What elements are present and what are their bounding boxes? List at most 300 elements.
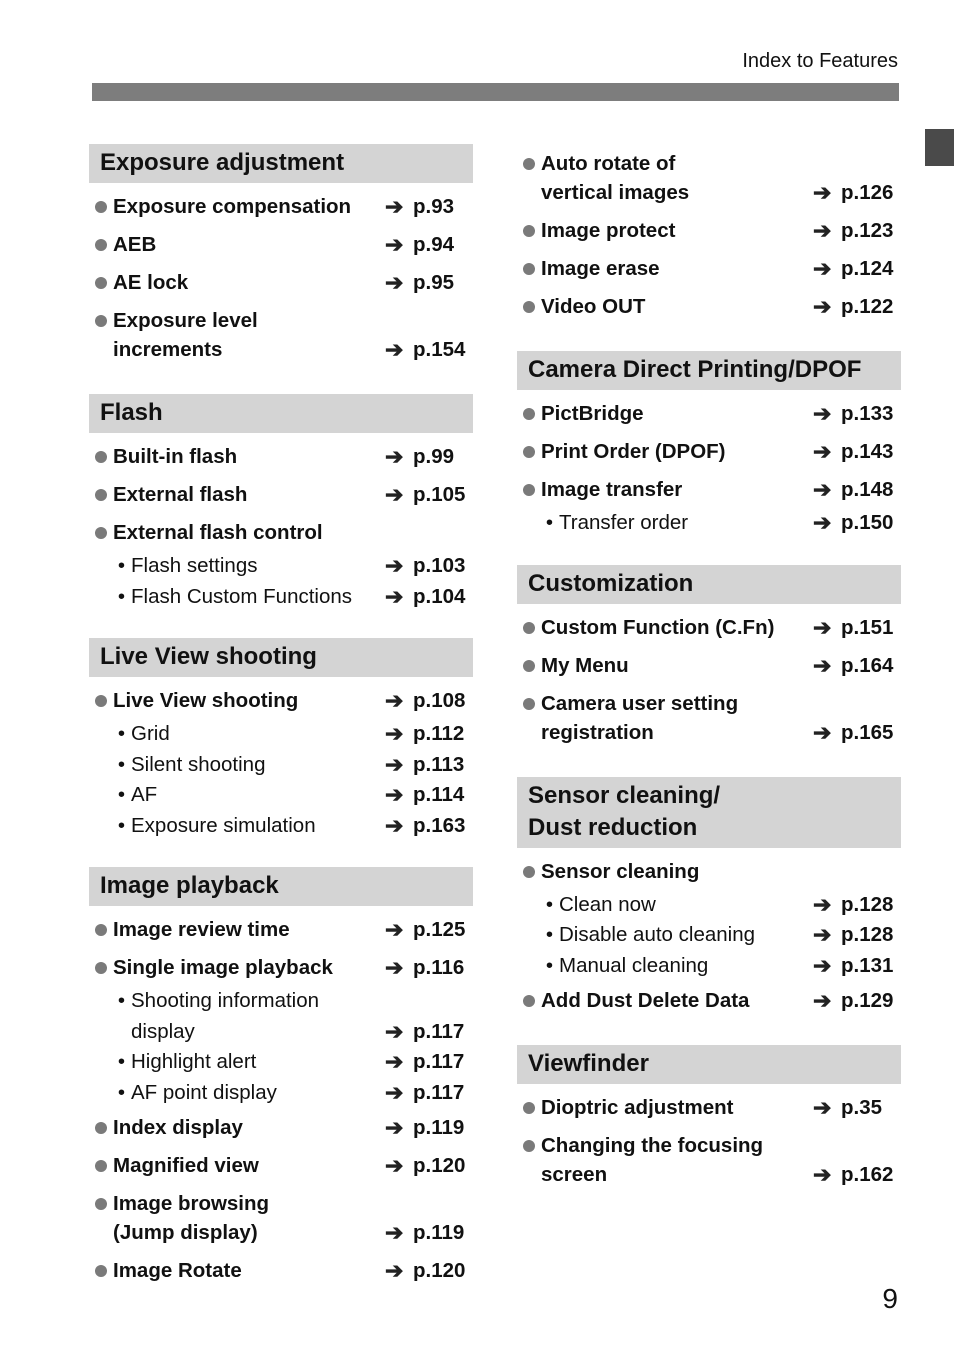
page-reference — [385, 1017, 473, 1048]
page-reference — [813, 920, 901, 951]
index-entry — [89, 475, 473, 513]
arrow-right-icon: ➔ — [385, 812, 404, 838]
index-entry — [517, 432, 901, 470]
bullet-icon: • — [545, 923, 553, 946]
page-reference — [385, 811, 473, 842]
entry-label: Highlight alert — [131, 1050, 257, 1073]
index-section-continued — [517, 144, 901, 325]
page-reference — [385, 230, 473, 259]
entry-marker — [89, 518, 113, 539]
index-entry — [517, 211, 901, 249]
index-subentry — [89, 780, 473, 811]
page-ref-number: p.108 — [413, 689, 466, 712]
entry-label: AF — [131, 783, 158, 806]
entry-label: External flash — [113, 483, 248, 506]
page-ref-number: p.117 — [413, 1019, 465, 1043]
index-section-flash — [89, 394, 473, 612]
entry-label: Exposure simulation — [131, 813, 316, 837]
bullet-dot-icon — [523, 622, 535, 634]
arrow-right-icon: ➔ — [813, 510, 832, 535]
arrow-right-icon: ➔ — [813, 891, 832, 917]
entry-marker — [89, 686, 113, 707]
page-reference — [385, 268, 473, 297]
entry-marker — [517, 651, 541, 672]
section-heading: Live View shooting — [89, 638, 473, 677]
index-subentry — [89, 1047, 473, 1078]
entry-marker — [89, 1189, 113, 1210]
arrow-right-icon: ➔ — [813, 294, 832, 319]
page-reference — [813, 951, 901, 982]
page-ref-number: p.93 — [413, 195, 455, 218]
index-entry — [89, 681, 473, 719]
page-ref-number: p.95 — [413, 271, 455, 294]
page-ref-number: p.143 — [841, 440, 894, 463]
bullet-dot-icon — [523, 263, 535, 275]
index-entry-list — [517, 390, 901, 539]
bullet-dot-icon — [95, 1198, 107, 1210]
index-subentry — [517, 508, 901, 539]
entry-marker — [89, 1047, 131, 1078]
index-subentry — [89, 986, 473, 1047]
page-ref-number: p.94 — [413, 233, 455, 256]
index-section-sensor-cleaning-dust-reduction — [517, 777, 901, 1020]
section-heading: Flash — [89, 394, 473, 433]
page-reference — [385, 1113, 473, 1142]
bullet-icon: • — [117, 722, 125, 745]
page-reference — [813, 718, 901, 747]
page-reference — [385, 915, 473, 944]
index-entry-list — [89, 677, 473, 841]
index-subentry — [89, 551, 473, 582]
page-reference — [813, 508, 901, 539]
entry-label: Transfer order — [559, 511, 689, 534]
page-ref-number: p.119 — [413, 1221, 465, 1244]
bullet-icon: • — [117, 554, 125, 577]
page-ref-number: p.122 — [841, 295, 894, 318]
entry-marker — [89, 582, 131, 613]
index-entry — [517, 608, 901, 646]
page-ref-number: p.105 — [413, 483, 466, 506]
bullet-dot-icon — [95, 1160, 107, 1172]
entry-label: Flash Custom Functions — [131, 584, 353, 608]
bullet-dot-icon — [523, 698, 535, 710]
entry-marker — [517, 857, 541, 878]
index-entry — [89, 301, 473, 368]
page-reference — [813, 437, 901, 466]
entry-marker — [89, 1151, 113, 1172]
arrow-right-icon: ➔ — [385, 232, 404, 257]
entry-label: AF point display — [131, 1080, 277, 1104]
page-ref-number: p.126 — [841, 181, 894, 204]
entry-marker — [89, 442, 113, 463]
page-reference — [385, 1256, 473, 1285]
entry-label: AE lock — [113, 271, 189, 294]
entry-marker — [89, 480, 113, 501]
page-ref-number: p.112 — [413, 722, 465, 745]
page-ref-number: p.154 — [413, 338, 466, 361]
arrow-right-icon: ➔ — [385, 270, 404, 295]
index-entry — [517, 684, 901, 751]
page-ref-number: p.103 — [413, 554, 466, 577]
index-entry — [517, 394, 901, 432]
entry-label: Magnified view — [113, 1154, 259, 1177]
arrow-right-icon: ➔ — [813, 477, 832, 502]
entry-marker — [517, 890, 559, 921]
page-ref-number: p.120 — [413, 1259, 466, 1282]
page-ref-number: p.124 — [841, 257, 894, 280]
page-ref-number: p.117 — [413, 1080, 465, 1104]
arrow-right-icon: ➔ — [813, 922, 832, 947]
arrow-right-icon: ➔ — [813, 988, 832, 1013]
index-subentry — [89, 811, 473, 842]
page-header-title: Index to Features — [742, 50, 898, 72]
bullet-dot-icon — [95, 489, 107, 501]
entry-marker — [89, 1113, 113, 1134]
index-section-exposure-adjustment — [89, 144, 473, 368]
entry-label: Print Order (DPOF) — [541, 440, 726, 463]
page-ref-number: p.113 — [413, 752, 465, 776]
bullet-dot-icon — [95, 962, 107, 974]
page-ref-number: p.125 — [413, 918, 466, 941]
page-reference — [385, 1078, 473, 1109]
entry-label: Image protect — [541, 219, 676, 242]
entry-marker — [89, 230, 113, 251]
bullet-dot-icon — [523, 484, 535, 496]
bullet-dot-icon — [95, 527, 107, 539]
entry-marker — [517, 216, 541, 237]
entry-label: Shooting information display — [131, 989, 320, 1043]
entry-label: Video OUT — [541, 295, 646, 318]
bullet-dot-icon — [95, 924, 107, 936]
entry-label: Custom Function (C.Fn) — [541, 615, 775, 639]
index-entry — [89, 1146, 473, 1184]
entry-label: Disable auto cleaning — [559, 923, 756, 946]
entry-marker — [517, 475, 541, 496]
entry-label: Dioptric adjustment — [541, 1096, 734, 1119]
bullet-dot-icon — [95, 1122, 107, 1134]
page-ref-number: p.131 — [841, 953, 894, 977]
entry-marker — [89, 986, 131, 1017]
index-entry — [89, 437, 473, 475]
bullet-dot-icon — [95, 277, 107, 289]
arrow-right-icon: ➔ — [385, 1258, 404, 1283]
bullet-icon: • — [117, 1080, 125, 1104]
page-ref-number: p.104 — [413, 584, 466, 608]
entry-label: Grid — [131, 722, 170, 745]
page-ref-number: p.35 — [841, 1096, 883, 1119]
index-entry-list — [517, 604, 901, 751]
index-subentry — [517, 890, 901, 921]
arrow-right-icon: ➔ — [385, 583, 404, 609]
section-heading: Camera Direct Printing/DPOF — [517, 351, 901, 390]
entry-marker — [89, 780, 131, 811]
bullet-dot-icon — [95, 1265, 107, 1277]
page-reference — [813, 986, 901, 1015]
arrow-right-icon: ➔ — [385, 782, 404, 807]
index-entry — [517, 470, 901, 508]
section-heading: Exposure adjustment — [89, 144, 473, 183]
bullet-dot-icon — [523, 225, 535, 237]
entry-marker — [517, 437, 541, 458]
index-entry — [89, 187, 473, 225]
page-reference — [813, 890, 901, 921]
arrow-right-icon: ➔ — [813, 719, 832, 745]
bullet-dot-icon — [523, 408, 535, 420]
chapter-tab-marker — [925, 129, 954, 166]
index-entry-list — [517, 848, 901, 1020]
index-entry — [89, 910, 473, 948]
page-reference — [385, 480, 473, 509]
section-heading: Image playback — [89, 867, 473, 906]
page-ref-number: p.133 — [841, 402, 894, 425]
index-entry — [89, 948, 473, 986]
arrow-right-icon: ➔ — [385, 1115, 404, 1140]
entry-label: Exposure level increments — [113, 309, 258, 361]
bullet-dot-icon — [95, 239, 107, 251]
page-ref-number: p.117 — [413, 1050, 465, 1073]
arrow-right-icon: ➔ — [813, 218, 832, 243]
entry-marker — [89, 551, 131, 582]
index-entry-list — [89, 433, 473, 612]
entry-label: Clean now — [559, 892, 656, 916]
bullet-icon: • — [545, 511, 553, 534]
page-reference — [813, 1093, 901, 1122]
entry-marker — [89, 915, 113, 936]
page-reference — [813, 292, 901, 321]
index-subentry — [517, 920, 901, 951]
arrow-right-icon: ➔ — [385, 1049, 404, 1074]
arrow-right-icon: ➔ — [813, 652, 832, 678]
arrow-right-icon: ➔ — [813, 180, 832, 205]
entry-label: Live View shooting — [113, 689, 299, 712]
index-entry-list — [517, 144, 901, 325]
entry-label: Add Dust Delete Data — [541, 989, 750, 1012]
bullet-dot-icon — [523, 158, 535, 170]
page-ref-number: p.119 — [413, 1116, 465, 1139]
index-entry — [517, 981, 901, 1019]
bullet-icon: • — [117, 1050, 125, 1073]
index-entry — [517, 287, 901, 325]
bullet-icon: • — [117, 989, 125, 1012]
entry-marker — [517, 254, 541, 275]
entry-marker — [89, 1256, 113, 1277]
index-entry — [89, 1108, 473, 1146]
page-reference — [813, 475, 901, 504]
entry-label: Exposure compensation — [113, 195, 352, 218]
index-column-left — [89, 144, 473, 1315]
index-entry — [89, 1251, 473, 1289]
entry-label: Image transfer — [541, 478, 683, 501]
entry-label: Built-in flash — [113, 445, 238, 468]
index-subentry — [89, 750, 473, 781]
page-ref-number: p.162 — [841, 1163, 894, 1186]
entry-label: Single image playback — [113, 956, 333, 979]
page-reference — [385, 953, 473, 982]
index-entry — [517, 249, 901, 287]
entry-marker — [517, 613, 541, 634]
entry-label: Camera user setting registration — [541, 691, 739, 744]
header-rule — [92, 83, 899, 101]
page-reference — [385, 192, 473, 221]
arrow-right-icon: ➔ — [385, 444, 404, 469]
entry-marker — [89, 750, 131, 781]
page-ref-number: p.165 — [841, 720, 894, 744]
arrow-right-icon: ➔ — [385, 1079, 404, 1105]
bullet-dot-icon — [523, 446, 535, 458]
entry-marker — [89, 1078, 131, 1109]
arrow-right-icon: ➔ — [813, 1095, 832, 1120]
page-ref-number: p.128 — [841, 892, 894, 916]
entry-marker — [517, 920, 559, 951]
bullet-icon: • — [117, 584, 125, 608]
page-ref-number: p.129 — [841, 989, 894, 1012]
entry-marker — [517, 1093, 541, 1114]
page-reference — [385, 1047, 473, 1078]
page-reference — [813, 651, 901, 680]
arrow-right-icon: ➔ — [813, 439, 832, 464]
entry-label: Image Rotate — [113, 1259, 242, 1282]
index-entry — [517, 852, 901, 890]
entry-marker — [89, 719, 131, 750]
entry-label: Image erase — [541, 257, 660, 280]
index-entry — [89, 263, 473, 301]
arrow-right-icon: ➔ — [385, 917, 404, 942]
entry-label: Flash settings — [131, 554, 258, 577]
page-ref-number: p.116 — [413, 956, 465, 979]
bullet-dot-icon — [523, 1140, 535, 1152]
entry-marker — [517, 292, 541, 313]
entry-label: Auto rotate of vertical images — [541, 152, 690, 204]
arrow-right-icon: ➔ — [385, 553, 404, 578]
index-entry-list — [89, 906, 473, 1289]
bullet-dot-icon — [95, 451, 107, 463]
arrow-right-icon: ➔ — [385, 721, 404, 746]
bullet-dot-icon — [523, 995, 535, 1007]
entry-label: Image browsing (Jump display) — [113, 1192, 270, 1244]
bullet-dot-icon — [95, 695, 107, 707]
entry-marker — [517, 951, 559, 982]
page-reference — [385, 335, 473, 364]
page-reference — [385, 780, 473, 811]
page-reference — [813, 216, 901, 245]
page-ref-number: p.99 — [413, 445, 455, 468]
page-number: 9 — [882, 1283, 898, 1314]
arrow-right-icon: ➔ — [813, 952, 832, 978]
entry-label: Image review time — [113, 918, 290, 941]
section-heading: Sensor cleaning/ Dust reduction — [517, 777, 901, 848]
page-reference — [385, 551, 473, 582]
index-subentry — [517, 951, 901, 982]
index-section-image-playback — [89, 867, 473, 1289]
index-entry-list — [517, 1084, 901, 1193]
bullet-icon: • — [545, 953, 553, 977]
index-subentry — [89, 1078, 473, 1109]
section-heading: Viewfinder — [517, 1045, 901, 1084]
entry-label: Silent shooting — [131, 752, 266, 776]
entry-label: Sensor cleaning — [541, 859, 700, 883]
arrow-right-icon: ➔ — [385, 1153, 404, 1178]
index-section-live-view-shooting — [89, 638, 473, 841]
page-reference — [813, 613, 901, 642]
bullet-icon: • — [117, 783, 125, 806]
page-reference — [813, 1160, 901, 1189]
entry-marker — [517, 689, 541, 710]
index-entry — [517, 1088, 901, 1126]
page-ref-number: p.163 — [413, 813, 466, 837]
arrow-right-icon: ➔ — [385, 955, 404, 980]
arrow-right-icon: ➔ — [385, 751, 404, 777]
arrow-right-icon: ➔ — [813, 401, 832, 426]
entry-label: External flash control — [113, 521, 323, 544]
page-reference — [385, 750, 473, 781]
arrow-right-icon: ➔ — [385, 1018, 404, 1044]
arrow-right-icon: ➔ — [385, 482, 404, 507]
page-ref-number: p.151 — [841, 615, 894, 639]
index-entry — [517, 144, 901, 211]
index-entry — [89, 1184, 473, 1251]
page-reference — [813, 254, 901, 283]
entry-marker — [89, 811, 131, 842]
arrow-right-icon: ➔ — [385, 688, 404, 713]
entry-label: Index display — [113, 1116, 243, 1139]
page-reference — [385, 686, 473, 715]
entry-label: Manual cleaning — [559, 953, 709, 977]
page-ref-number: p.128 — [841, 923, 894, 946]
arrow-right-icon: ➔ — [813, 614, 832, 640]
arrow-right-icon: ➔ — [385, 337, 404, 362]
page-reference — [385, 1151, 473, 1180]
bullet-icon: • — [545, 892, 553, 916]
entry-marker — [517, 399, 541, 420]
bullet-icon: • — [117, 752, 125, 776]
page-reference — [385, 1218, 473, 1247]
index-entry — [89, 513, 473, 551]
bullet-dot-icon — [523, 301, 535, 313]
entry-marker — [89, 192, 113, 213]
entry-marker — [517, 508, 559, 539]
entry-marker — [89, 306, 113, 327]
bullet-dot-icon — [95, 201, 107, 213]
index-section-viewfinder — [517, 1045, 901, 1193]
page-reference — [385, 582, 473, 613]
entry-marker — [89, 268, 113, 289]
page-ref-number: p.148 — [841, 478, 894, 501]
entry-label: My Menu — [541, 653, 629, 677]
index-entry — [89, 225, 473, 263]
section-heading: Customization — [517, 565, 901, 604]
page-ref-number: p.123 — [841, 219, 894, 242]
page-ref-number: p.164 — [841, 653, 894, 677]
bullet-dot-icon — [95, 315, 107, 327]
page-reference — [385, 719, 473, 750]
page-reference — [813, 399, 901, 428]
index-subentry — [89, 582, 473, 613]
entry-label: Changing the focusing screen — [541, 1134, 764, 1186]
entry-marker — [517, 1131, 541, 1152]
entry-marker — [517, 149, 541, 170]
entry-marker — [89, 953, 113, 974]
arrow-right-icon: ➔ — [813, 1162, 832, 1187]
bullet-icon: • — [117, 813, 125, 837]
arrow-right-icon: ➔ — [385, 194, 404, 219]
index-section-camera-direct-printing-dpof — [517, 351, 901, 539]
index-entry — [517, 1126, 901, 1193]
page-reference — [385, 442, 473, 471]
bullet-dot-icon — [523, 866, 535, 878]
index-entry-list — [89, 183, 473, 368]
entry-label: PictBridge — [541, 402, 644, 425]
index-entry — [517, 646, 901, 684]
